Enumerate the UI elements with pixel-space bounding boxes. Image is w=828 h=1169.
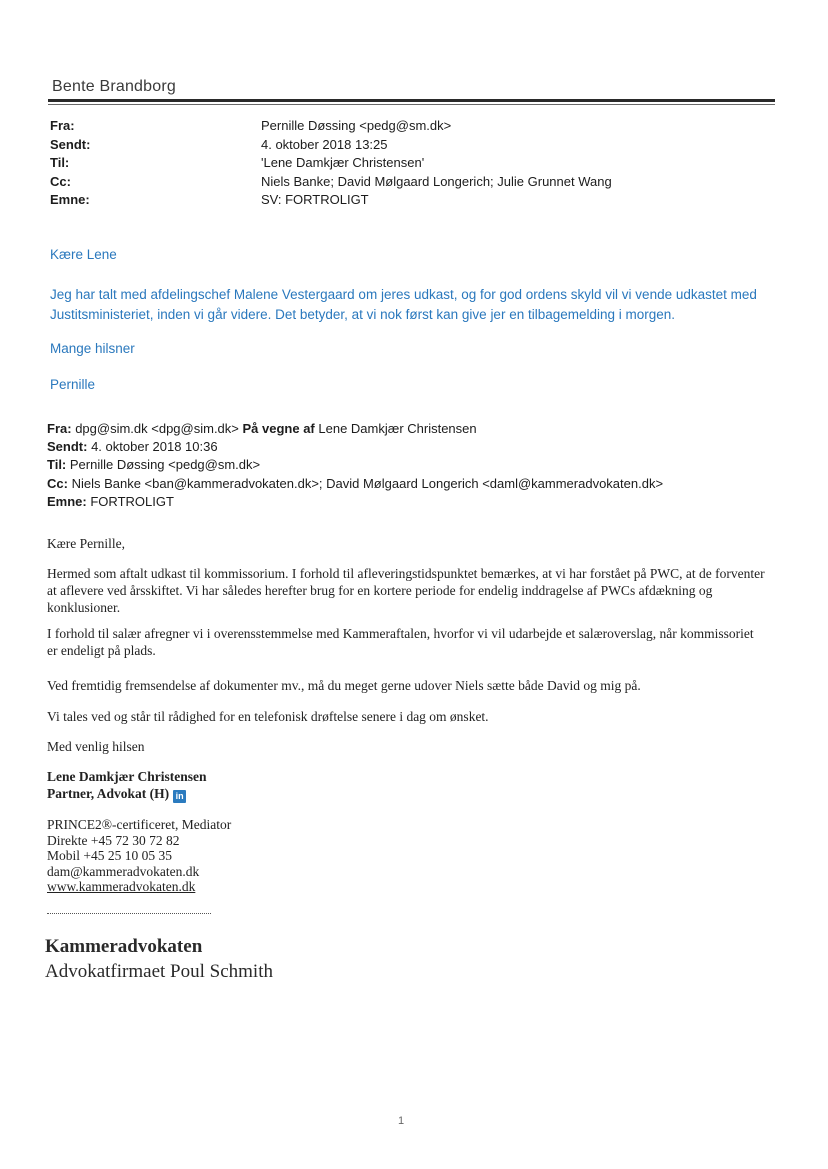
signature-title-row	[47, 785, 207, 803]
header-row-subject	[50, 191, 612, 210]
signature-direct-phone: Direkte +45 72 30 72 82	[47, 832, 180, 848]
quoted-label: Fra:	[47, 421, 72, 436]
quoted-paragraph: I forhold til salær afregner vi i overensstemmelse med Kammeraftalen, hvorfor vi vil udarbejde et salæroverslag, når kommissoriet er endeligt på plads.	[47, 626, 754, 658]
reply-sender: Pernille	[50, 377, 96, 392]
quoted-closing: Med venlig hilsen	[47, 739, 145, 754]
reply-text: Jeg har talt med afdelingschef Malene Vestergaard om jeres udkast, og for god ordens skyld vil vi vende udkastet med Justitsministeriet, inden vi går videre. Det betyder, at vi nok først kan give jer en tilbagemelding i morgen.	[50, 287, 757, 322]
signature-divider	[47, 913, 211, 914]
signature-contact	[47, 817, 231, 895]
quoted-greeting: Kære Pernille,	[47, 536, 125, 551]
signature-title: Partner, Advokat (H)	[47, 786, 170, 801]
header-value: 'Lene Damkjær Christensen'	[261, 155, 425, 170]
header-value: SV: FORTROLIGT	[261, 192, 369, 207]
quoted-row-from	[47, 420, 663, 438]
signature-website-link[interactable]: www.kammeradvokaten.dk	[47, 879, 196, 894]
header-value: 4. oktober 2018 13:25	[261, 136, 388, 152]
header-value: Niels Banke; David Mølgaard Longerich; Julie Grunnet Wang	[261, 173, 612, 189]
header-label: Cc:	[50, 173, 71, 189]
signature-name: Lene Damkjær Christensen	[47, 769, 207, 784]
reply-greeting: Kære Lene	[50, 247, 117, 262]
signature-cert: PRINCE2®-certificeret, Mediator	[47, 817, 232, 832]
header-rule-thin	[48, 104, 775, 105]
header-label: Fra:	[50, 118, 75, 133]
quoted-label: Emne:	[47, 493, 87, 509]
header-row-sent	[50, 136, 612, 155]
signature-block	[47, 768, 207, 803]
quoted-label: Cc:	[47, 475, 68, 491]
header-rule	[48, 99, 775, 102]
page-number: 1	[398, 1115, 405, 1127]
quoted-value: dpg@sim.dk <dpg@sim.dk>	[75, 421, 239, 436]
quoted-paragraph: Ved fremtidig fremsendelse af dokumenter mv., må du meget gerne udover Niels sætte både David og mig på.	[47, 678, 641, 693]
quoted-paragraph: Vi tales ved og står til rådighed for en telefonisk drøftelse senere i dag om ønsket.	[47, 709, 489, 724]
signature-email[interactable]: dam@kammeradvokaten.dk	[47, 863, 200, 879]
reply-header	[50, 117, 612, 210]
signature-mobile-phone: Mobil +45 25 10 05 35	[47, 848, 172, 863]
header-row-cc	[50, 173, 612, 192]
quoted-label: På vegne af	[242, 421, 315, 436]
quoted-value: Niels Banke <ban@kammeradvokaten.dk>; David Mølgaard Longerich <daml@kammeradvokaten.dk>	[71, 475, 664, 491]
firm-logo-text	[45, 934, 273, 984]
quoted-paragraph: Hermed som aftalt udkast til kommissorium. I forhold til afleveringstidspunktet bemærkes, at vi har forstået på PWC, at de forventer at aflevere ved årsskiftet. Vi har således herefter brug for en kortere periode for endelig inddragelse af PWCs afdækning og konklusioner.	[47, 566, 765, 615]
firm-subtitle: Advokatfirmaet Poul Schmith	[45, 961, 273, 982]
quoted-row-to	[47, 456, 663, 474]
quoted-value: Lene Damkjær Christensen	[318, 421, 477, 436]
header-label: Sendt:	[50, 136, 91, 152]
quoted-row-sent	[47, 438, 663, 456]
quoted-header	[47, 420, 663, 511]
header-row-from	[50, 117, 612, 136]
header-label: Emne:	[50, 192, 90, 207]
firm-name: Kammeradvokaten	[45, 936, 203, 957]
quoted-label: Sendt:	[47, 439, 88, 455]
quoted-value: FORTROLIGT	[90, 493, 174, 509]
quoted-row-subject	[47, 493, 663, 511]
header-row-to	[50, 154, 612, 173]
quoted-value: 4. oktober 2018 10:36	[91, 439, 218, 455]
quoted-row-cc	[47, 475, 663, 493]
mailbox-owner: Bente Brandborg	[52, 78, 176, 95]
linkedin-icon[interactable]: in	[173, 790, 186, 803]
quoted-label: Til:	[47, 457, 67, 473]
header-label: Til:	[50, 155, 70, 170]
quoted-value: Pernille Døssing <pedg@sm.dk>	[69, 457, 261, 473]
header-value: Pernille Døssing <pedg@sm.dk>	[261, 118, 452, 133]
reply-closing: Mange hilsner	[50, 341, 135, 356]
